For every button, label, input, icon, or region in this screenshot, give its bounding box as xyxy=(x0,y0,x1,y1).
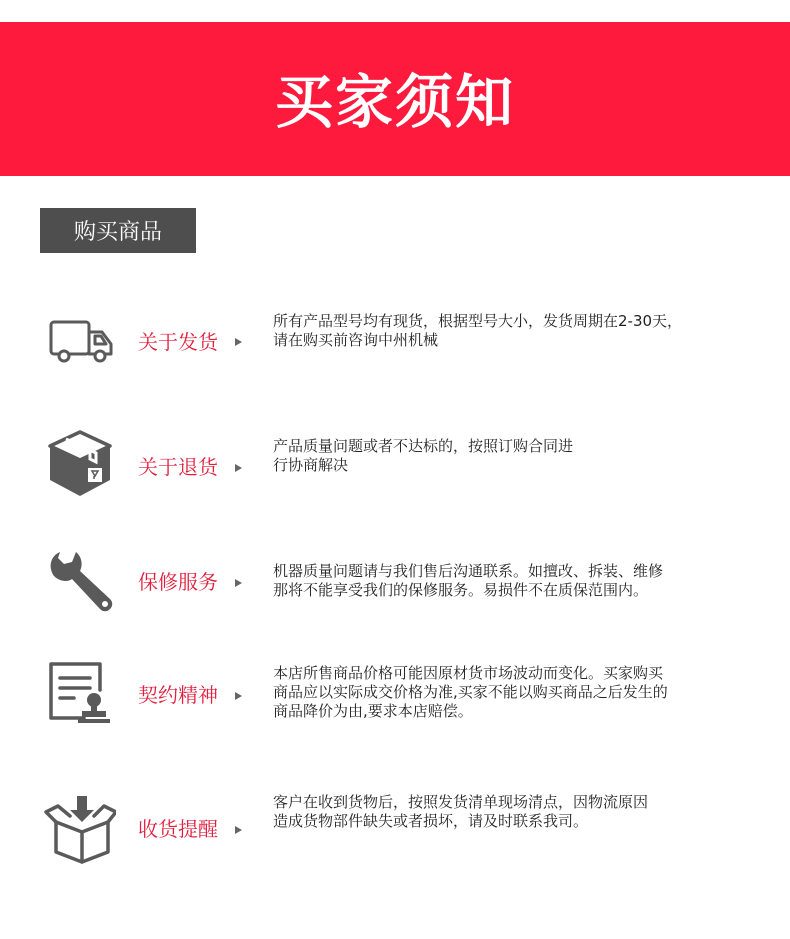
receive-box-icon xyxy=(44,792,116,864)
description-line: 所有产品型号均有现货，根据型号大小，发货周期在2-30天， xyxy=(273,312,683,330)
wrench-icon xyxy=(44,546,116,618)
package-box-icon xyxy=(44,428,116,500)
top-margin xyxy=(0,0,790,22)
arrow-right-icon xyxy=(235,692,242,700)
description-line: 商品降价为由,要求本店赔偿。 xyxy=(273,702,473,720)
description-line: 客户在收到货物后，按照发货清单现场清点，因物流原因 xyxy=(273,793,649,811)
arrow-right-icon xyxy=(235,338,242,346)
description-line: 造成货物部件缺失或者损坏，请及时联系我司。 xyxy=(273,812,589,830)
description-line: 机器质量问题请与我们售后沟通联系。如擅改、拆装、维修 xyxy=(273,562,664,580)
description-line: 商品应以实际成交价格为准,买家不能以购买商品之后发生的 xyxy=(273,683,668,701)
description-line: 请在购买前咨询中州机械 xyxy=(273,331,439,349)
item-label: 关于退货 xyxy=(138,455,218,479)
description-line: 行协商解决 xyxy=(273,456,349,474)
item-description xyxy=(273,562,743,600)
header-banner xyxy=(0,22,790,176)
item-description xyxy=(273,437,743,475)
item-label: 关于发货 xyxy=(138,330,218,354)
item-label: 保修服务 xyxy=(138,570,218,594)
item-label: 契约精神 xyxy=(138,683,218,707)
contract-stamp-icon xyxy=(44,658,116,730)
description-line: 本店所售商品价格可能因原材货市场波动而变化。买家购买 xyxy=(273,664,664,682)
arrow-right-icon xyxy=(235,826,242,834)
item-description xyxy=(273,664,743,721)
delivery-truck-icon xyxy=(44,306,116,378)
description-line: 那将不能享受我们的保修服务。易损件不在质保范围内。 xyxy=(273,581,649,599)
arrow-right-icon xyxy=(235,464,242,472)
item-description xyxy=(273,312,743,350)
description-line: 产品质量问题或者不达标的，按照订购合同进 xyxy=(273,437,574,455)
page-title: 买家须知 xyxy=(274,68,515,136)
arrow-right-icon xyxy=(235,579,242,587)
item-description xyxy=(273,793,743,831)
section-tag xyxy=(40,208,196,253)
section-tag-label: 购买商品 xyxy=(73,220,162,245)
item-label: 收货提醒 xyxy=(138,817,218,841)
